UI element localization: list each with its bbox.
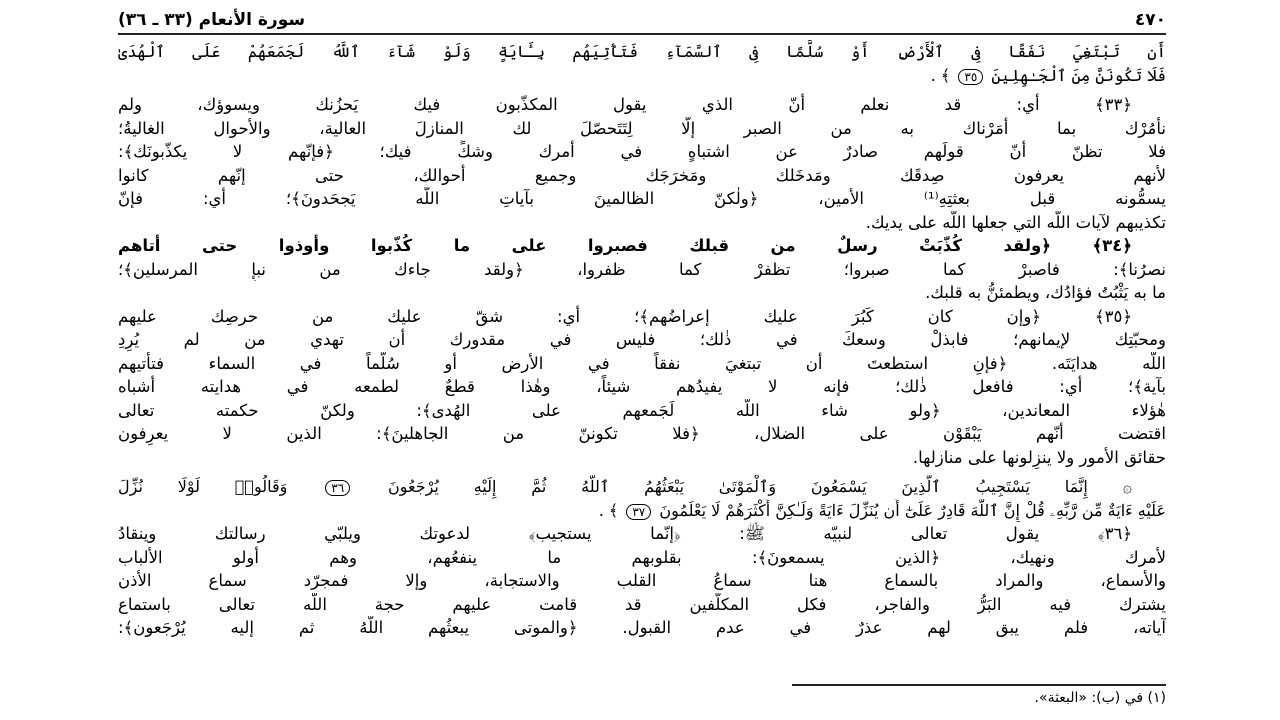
ayah-number-marker: ٣٥	[958, 69, 983, 85]
book-page	[118, 0, 1166, 720]
commentary-line: لأمرك ونهيك، ﴿الذين يسمعونَ﴾: بقلوبهم ما ينفعُهم، وهم أولو الألباب	[118, 547, 1166, 567]
commentary-line: هٰؤلاء المعاندين، ﴿ولو شاء اللّه لَجَمعهم على الهُدى﴾: ولكنّ حكمته تعالى	[118, 400, 1166, 420]
footnote-divider	[792, 684, 1166, 686]
page-number: ٤٧٠	[1134, 10, 1166, 30]
commentary-line: بآية﴾؛ أي: فافعل ذٰلك؛ فإنه لا يفيدُهم شيئاً، وهٰذا قطعٌ لطمعه في هدايته أشباه	[118, 377, 1166, 396]
surah-title: سورة الأنعام (٣٣ ـ ٣٦)	[118, 10, 306, 30]
commentary-line: ﴿٣٥﴾ ﴿وإن كان كَبُرَ عليك إعراضُهم﴾؛ أي: شقّ عليك من حرصِك عليهم	[118, 306, 1132, 326]
commentary-line: ومحبّتِك لإيمانهم؛ فابذلْ وسعكَ في ذٰلك؛ فليس في مقدورك أن تهدي من لم يُرِدِ	[118, 330, 1166, 349]
verse-text: عَلَيْهِ ءَايَةٌ مِّن رَّبِّهِۦ قُلْ إِنَّ ٱللَّهَ قَادِرٌ عَلَىٰٓ أَن يُنَزِّلَ ءَايَةً وَلَـٰكِنَّ أَكْثَرَهُمْ لَا يَعْلَمُونَ	[659, 500, 1166, 520]
verse-line: أَن تَبْتَغِيَ نَفَقًا فِى ٱلْأَرْضِ أَوْ سُلَّمًا فِى ٱلسَّمَآءِ فَتَأْتِيَهُم بِـَٔايَةٍ وَلَوْ شَآءَ ٱللَّهُ لَجَمَعَهُمْ عَلَى ٱلْهُدَىٰ	[118, 42, 1166, 61]
verse-text: فَلَا تَكُونَنَّ مِنَ ٱلْجَـٰهِلِينَ	[991, 65, 1166, 85]
commentary-line: والأسماع، والمراد بالسماع هنا سماعُ القلب والاستجابة، وإلا فمجرّد سماع الأذن	[118, 571, 1166, 590]
verse-line	[118, 499, 1166, 523]
commentary-line: حقائق الأمور ولا ينزِلونها على منازلها.	[912, 447, 1166, 467]
verse-closing-bracket: ﴾ .	[598, 500, 619, 520]
commentary-line: ﴿٣٣﴾ أي: قد نعلم أنّ الذي يقول المكذّبون فيك يَحزُنك ويسوؤك، ولم	[118, 95, 1132, 114]
commentary-line: اللّه هدايَتَه. ﴿فإنِ استطعتَ أن تبتغيَ نفقاً في الأرض أو سُلّماً في السماء فتأتيهم	[118, 353, 1166, 373]
verse-line	[118, 475, 1166, 499]
commentary-line: ﴿٣٤﴾ ﴿ولقد كُذّبَتْ رسلٌ من قبلك فصبروا على ما كُذّبوا وأوذوا حتى أتاهم	[118, 236, 1132, 255]
verse-text: وَقَالُوا۟ لَوْلَا نُزِّلَ	[118, 477, 288, 496]
commentary-line: يسمُّونه قبل بعثتِهِ⁽¹⁾ الأمين، ﴿ولٰكنّ الظالمينَ بآياتِ اللّه يَجحَدونَ﴾؛ أي: فإنّ	[118, 189, 1166, 208]
commentary-line: نأمُرْك بما أمَرْناك به من الصبر إلّا لِتَتَحصّلَ لك المنازلَ العالية، والأحوال الغاليةُ؛	[118, 118, 1166, 138]
verse-text: ۞ إِنَّمَا يَسْتَجِيبُ ٱلَّذِينَ يَسْمَعُونَ وَٱلْمَوْتَىٰ يَبْعَثُهُمُ ٱللَّهُ ثُمَّ إِلَيْهِ يُرْجَعُونَ	[387, 477, 1132, 496]
commentary-line: آياته، فلم يبق لهم عذرٌ في عدم القبول. ﴿والموتى يبعثُهم اللّهُ ثم إليه يُرْجَعون﴾:	[118, 618, 1166, 637]
verse-closing-bracket: ﴾ .	[930, 65, 951, 85]
page-body	[118, 40, 1166, 640]
commentary-line: اقتضت أنّهم يَبْقَوْن على الضلال، ﴿فلا تكوننّ من الجاهلينَ﴾: الذين لا يعرِفون	[118, 424, 1166, 443]
commentary-line: نصرُنا﴾: فاصبرْ كما صبروا؛ تظفرْ كما ظفروا، ﴿ولقد جاءك من نبإِ المرسلين﴾؛	[118, 259, 1166, 279]
page-header	[118, 8, 1166, 32]
header-divider	[118, 33, 1166, 35]
commentary-line: ﴿٣٦﴾ يقول تعالى لنبيّه ﷺ: ﴿إنّما يستجيب﴾ لدعوتك ويلبّي رسالتك وينقادُ	[118, 524, 1132, 543]
commentary-line: لأنهم يعرفون صِدقَك ومَدخَلك ومَخرَجَك وجميع أحوالك، حتى إنّهم كانوا	[118, 165, 1166, 185]
commentary-line: يشترك فيه البَرُّ والفاجر، فكل المكلّفين قد قامت عليهم حجة اللّه تعالى باستماع	[118, 594, 1166, 614]
verse-line	[118, 64, 1166, 88]
commentary-line: تكذيبهم لآيات اللّه التي جعلها اللّه على يديك.	[865, 212, 1166, 232]
commentary-line: فلا تظنّ أنّ قولَهم صادرٌ عن اشتباهٍ في أمرك وشكٍّ فيك؛ ﴿فإنّهم لا يكذّبونَك﴾:	[118, 142, 1166, 161]
ayah-number-marker: ٣٦	[325, 480, 350, 496]
commentary-line: ما به يَثْبُتُ فؤادُك، ويطمئنُّ به قلبك.	[925, 283, 1166, 302]
ayah-number-marker: ٣٧	[626, 504, 651, 520]
footnote: (١) في (ب): «البعثة».	[1034, 690, 1166, 706]
